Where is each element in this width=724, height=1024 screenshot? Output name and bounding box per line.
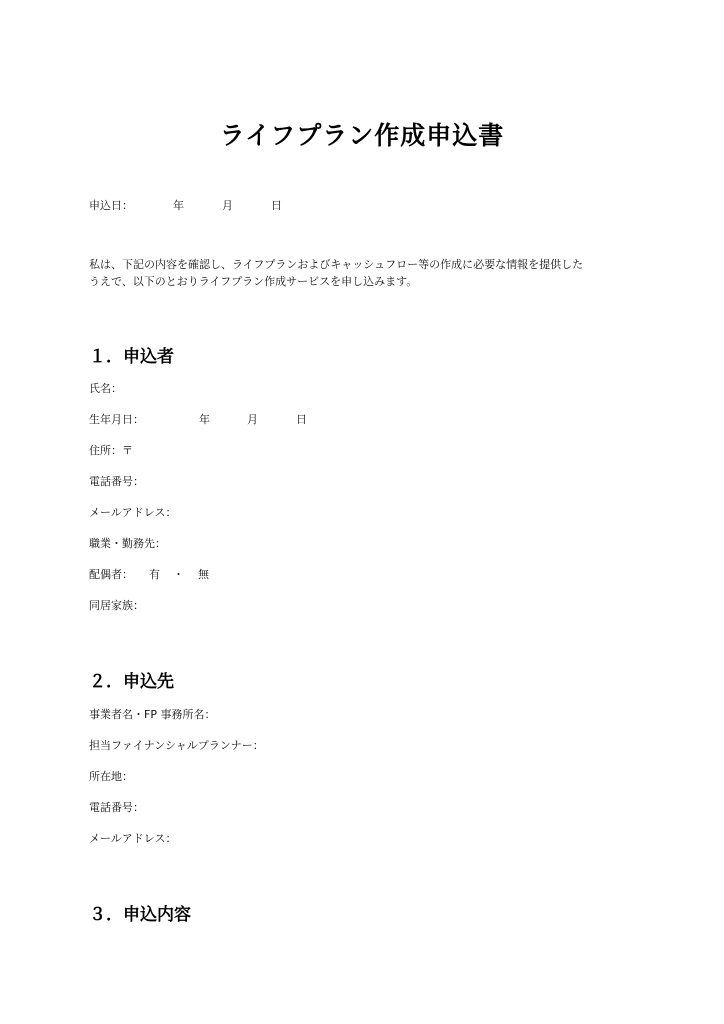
document-title: ライフプラン作成申込書 (219, 121, 505, 150)
birthdate-year: 年 (199, 413, 210, 426)
application-date-year: 年 (173, 199, 184, 212)
birthdate-label: 生年月日： (89, 413, 144, 426)
application-date-month: 月 (222, 199, 233, 212)
spouse-separator: ・ (173, 568, 184, 581)
spouse-yes-option: 有 (149, 568, 160, 581)
intro-paragraph (89, 256, 649, 290)
applicant-name-field: 氏名： (89, 382, 122, 395)
section-heading-applicant: １．申込者 (89, 347, 174, 367)
applicant-phone-field: 電話番号： (89, 475, 144, 488)
section-heading-recipient: ２．申込先 (89, 672, 174, 692)
recipient-company-field: 事業者名・FP 事務所名： (89, 708, 216, 721)
applicant-address-field: 住所：〒 (89, 444, 133, 457)
intro-line-1: 私は、下記の内容を確認し、ライフプランおよびキャッシュフロー等の作成に必要な情報を提供した (89, 258, 584, 271)
applicant-email-field: メールアドレス： (89, 506, 177, 519)
recipient-phone-field: 電話番号： (89, 801, 144, 814)
application-date-day: 日 (271, 199, 282, 212)
applicant-family-field: 同居家族： (89, 599, 144, 612)
application-date-line (89, 197, 309, 211)
spouse-no-option: 無 (198, 568, 209, 581)
section-heading-contents: ３．申込内容 (89, 905, 191, 925)
applicant-occupation-field: 職業・勤務先： (89, 537, 166, 550)
birthdate-day: 日 (296, 413, 307, 426)
birthdate-month: 月 (247, 413, 258, 426)
recipient-email-field: メールアドレス： (89, 832, 177, 845)
recipient-location-field: 所在地： (89, 770, 133, 783)
intro-line-2: うえで、以下のとおりライフプラン作成サービスを申し込みます。 (89, 275, 418, 288)
recipient-planner-field: 担当ファイナンシャルプランナー： (89, 739, 264, 752)
application-date-label: 申込日： (89, 199, 133, 212)
applicant-spouse-line (89, 566, 219, 580)
applicant-birthdate-line (89, 411, 319, 425)
spouse-label: 配偶者： (89, 568, 133, 581)
